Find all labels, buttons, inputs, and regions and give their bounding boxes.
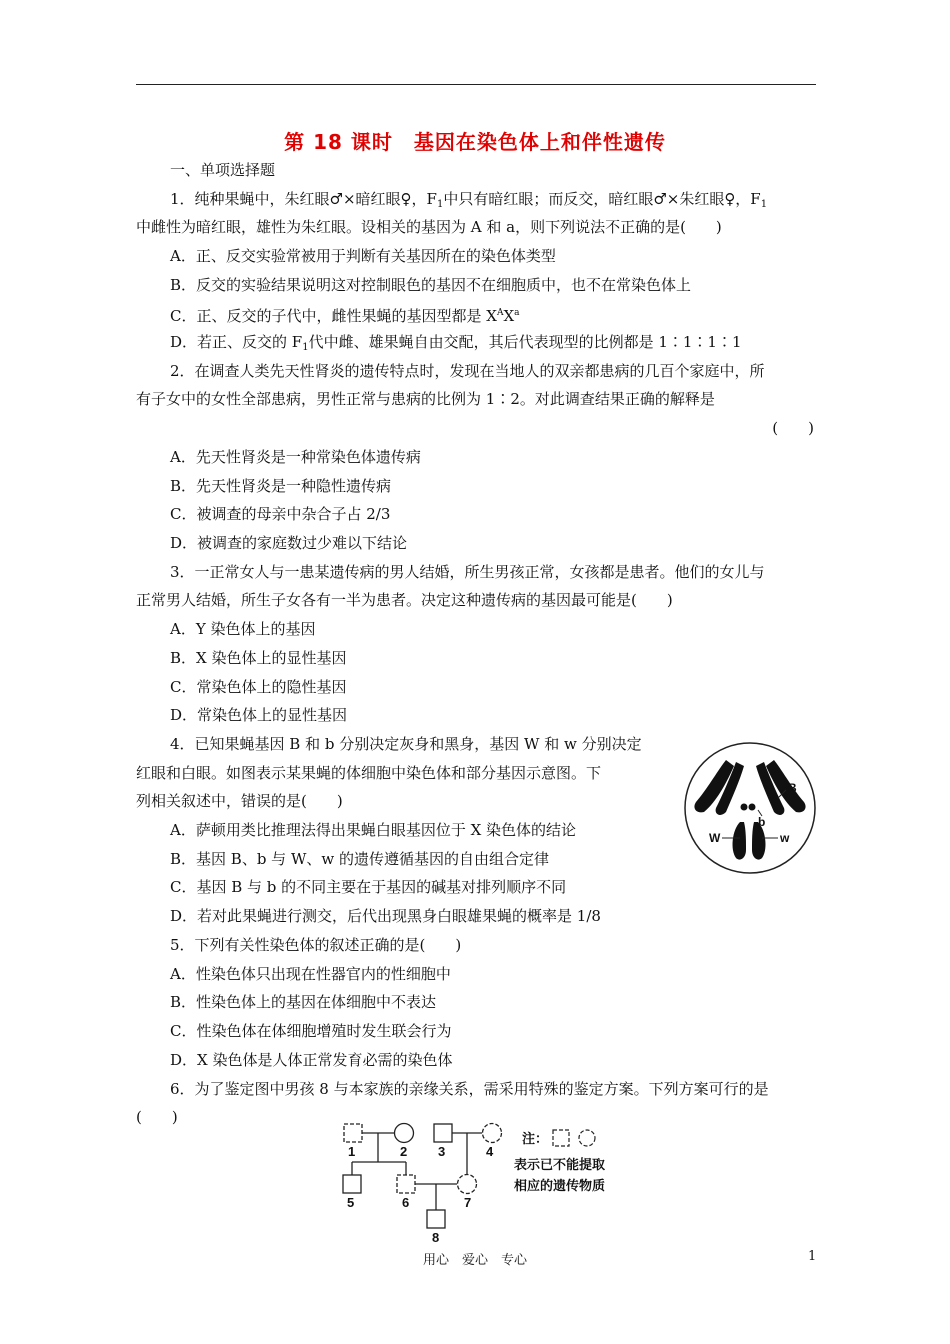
q5-option-b: B．性染色体上的基因在体细胞中不表达 <box>170 993 437 1011</box>
q5-option-a: A．性染色体只出现在性器官内的性细胞中 <box>170 965 451 983</box>
pedigree-note-line2: 相应的遗传物质 <box>514 1178 606 1193</box>
q1-option-c: C．正、反交的子代中，雌性果蝇的基因型都是 $X^AX^a$ <box>170 307 520 325</box>
individual-2 <box>395 1124 414 1143</box>
q3-option-c: C．常染色体上的隐性基因 <box>170 678 347 696</box>
individual-1 <box>344 1124 362 1142</box>
gene-label-W: W <box>709 831 721 845</box>
gene-label-w: w <box>780 831 790 845</box>
q4-option-c: C．基因 B 与 b 的不同主要在于基因的碱基对排列顺序不同 <box>170 878 567 896</box>
page-number: 1 <box>808 1249 817 1264</box>
q5-option-d: D．X 染色体是人体正常发育必需的染色体 <box>170 1051 453 1069</box>
q4-option-d: D．若对此果蝇进行测交，后代出现黑身白眼雄果蝇的概率是 1/8 <box>170 907 601 925</box>
pedigree-label-5: 5 <box>347 1195 355 1210</box>
gene-label-b: b <box>758 815 766 829</box>
pedigree-label-3: 3 <box>438 1144 446 1159</box>
individual-4 <box>483 1124 502 1143</box>
legend-square-icon <box>553 1130 569 1146</box>
individual-8 <box>427 1210 445 1228</box>
individual-7 <box>458 1175 477 1194</box>
pedigree-label-4: 4 <box>486 1144 494 1159</box>
individual-5 <box>343 1175 361 1193</box>
q1-option-d: D．若正、反交的 $F_1$代中雌、雄果蝇自由交配，其后代表现型的比例都是 1∶1∶1∶1 <box>170 333 742 353</box>
individual-3 <box>434 1124 452 1142</box>
q3-option-a: A．Y 染色体上的基因 <box>170 620 316 638</box>
dot-chromosome <box>741 804 748 811</box>
q1-line2: 中雌性为暗红眼，雄性为朱红眼。设相关的基因为 A 和 a，则下列说法不正确的是( ) <box>136 218 722 236</box>
q2-option-d: D．被调查的家庭数过少难以下结论 <box>170 534 408 552</box>
pedigree-note-line1: 表示已不能提取 <box>514 1157 606 1172</box>
q5-line1: 5．下列有关性染色体的叙述正确的是( ) <box>170 936 462 954</box>
q4-line2: 红眼和白眼。如图表示某果蝇的体细胞中染色体和部分基因示意图。下 <box>136 764 602 782</box>
legend-circle-icon <box>579 1130 595 1146</box>
dot-chromosome <box>749 804 756 811</box>
q6-line2: ( ) <box>136 1108 178 1126</box>
q5-option-c: C．性染色体在体细胞增殖时发生联会行为 <box>170 1022 452 1040</box>
individual-6 <box>397 1175 415 1193</box>
q2-answer-bracket: ( ) <box>772 419 814 437</box>
pedigree-label-2: 2 <box>400 1144 408 1159</box>
q2-option-c: C．被调查的母亲中杂合子占 2/3 <box>170 505 391 523</box>
x-chromosome-left <box>733 822 746 860</box>
page-footer: 用心 爱心 专心 <box>422 1253 527 1268</box>
q1-option-b: B．反交的实验结果说明这对控制眼色的基因不在细胞质中，也不在常染色体上 <box>170 276 692 294</box>
q6-line1: 6．为了鉴定图中男孩 8 与本家族的亲缘关系，需采用特殊的鉴定方案。下列方案可行的是 <box>170 1080 769 1098</box>
q3-option-d: D．常染色体上的显性基因 <box>170 706 348 724</box>
q1-line1: 1．纯种果蝇中，朱红眼♂×暗红眼♀，$F_1$中只有暗红眼；而反交，暗红眼♂×朱红眼♀，$F_1$ <box>170 190 768 210</box>
q4-line3: 列相关叙述中，错误的是( ) <box>136 792 343 810</box>
pedigree-figure <box>330 1118 640 1243</box>
q2-line1: 2．在调查人类先天性肾炎的遗传特点时，发现在当地人的双亲都患病的几百个家庭中，所 <box>170 362 765 380</box>
chromosome-figure <box>682 740 818 876</box>
q3-line2: 正常男人结婚，所生子女各有一半为患者。决定这种遗传病的基因最可能是( ) <box>136 591 673 609</box>
pedigree-label-1: 1 <box>348 1144 356 1159</box>
q1-option-a: A．正、反交实验常被用于判断有关基因所在的染色体类型 <box>170 247 556 265</box>
pedigree-note-title: 注： <box>522 1131 549 1146</box>
page-title: 第 18 课时 基因在染色体上和伴性遗传 <box>284 130 666 154</box>
q3-option-b: B．X 染色体上的显性基因 <box>170 649 347 667</box>
q4-option-b: B．基因 B、b 与 W、w 的遗传遵循基因的自由组合定律 <box>170 850 549 868</box>
pedigree-label-7: 7 <box>464 1195 472 1210</box>
pedigree-label-6: 6 <box>402 1195 410 1210</box>
q4-line1: 4．已知果蝇基因 B 和 b 分别决定灰身和黑身，基因 W 和 w 分别决定 <box>170 735 642 753</box>
q2-option-b: B．先天性肾炎是一种隐性遗传病 <box>170 477 392 495</box>
gene-label-B: B <box>788 781 797 795</box>
q3-line1: 3．一正常女人与一患某遗传病的男人结婚，所生男孩正常，女孩都是患者。他们的女儿与 <box>170 563 765 581</box>
pedigree-label-8: 8 <box>432 1230 440 1243</box>
header-rule <box>136 84 816 85</box>
q2-line2: 有子女中的女性全部患病，男性正常与患病的比例为 1∶2。对此调查结果正确的解释是 <box>136 390 715 408</box>
q2-option-a: A．先天性肾炎是一种常染色体遗传病 <box>170 448 421 466</box>
q4-option-a: A．萨顿用类比推理法得出果蝇白眼基因位于 X 染色体的结论 <box>170 821 577 839</box>
section-heading: 一、单项选择题 <box>170 161 276 179</box>
